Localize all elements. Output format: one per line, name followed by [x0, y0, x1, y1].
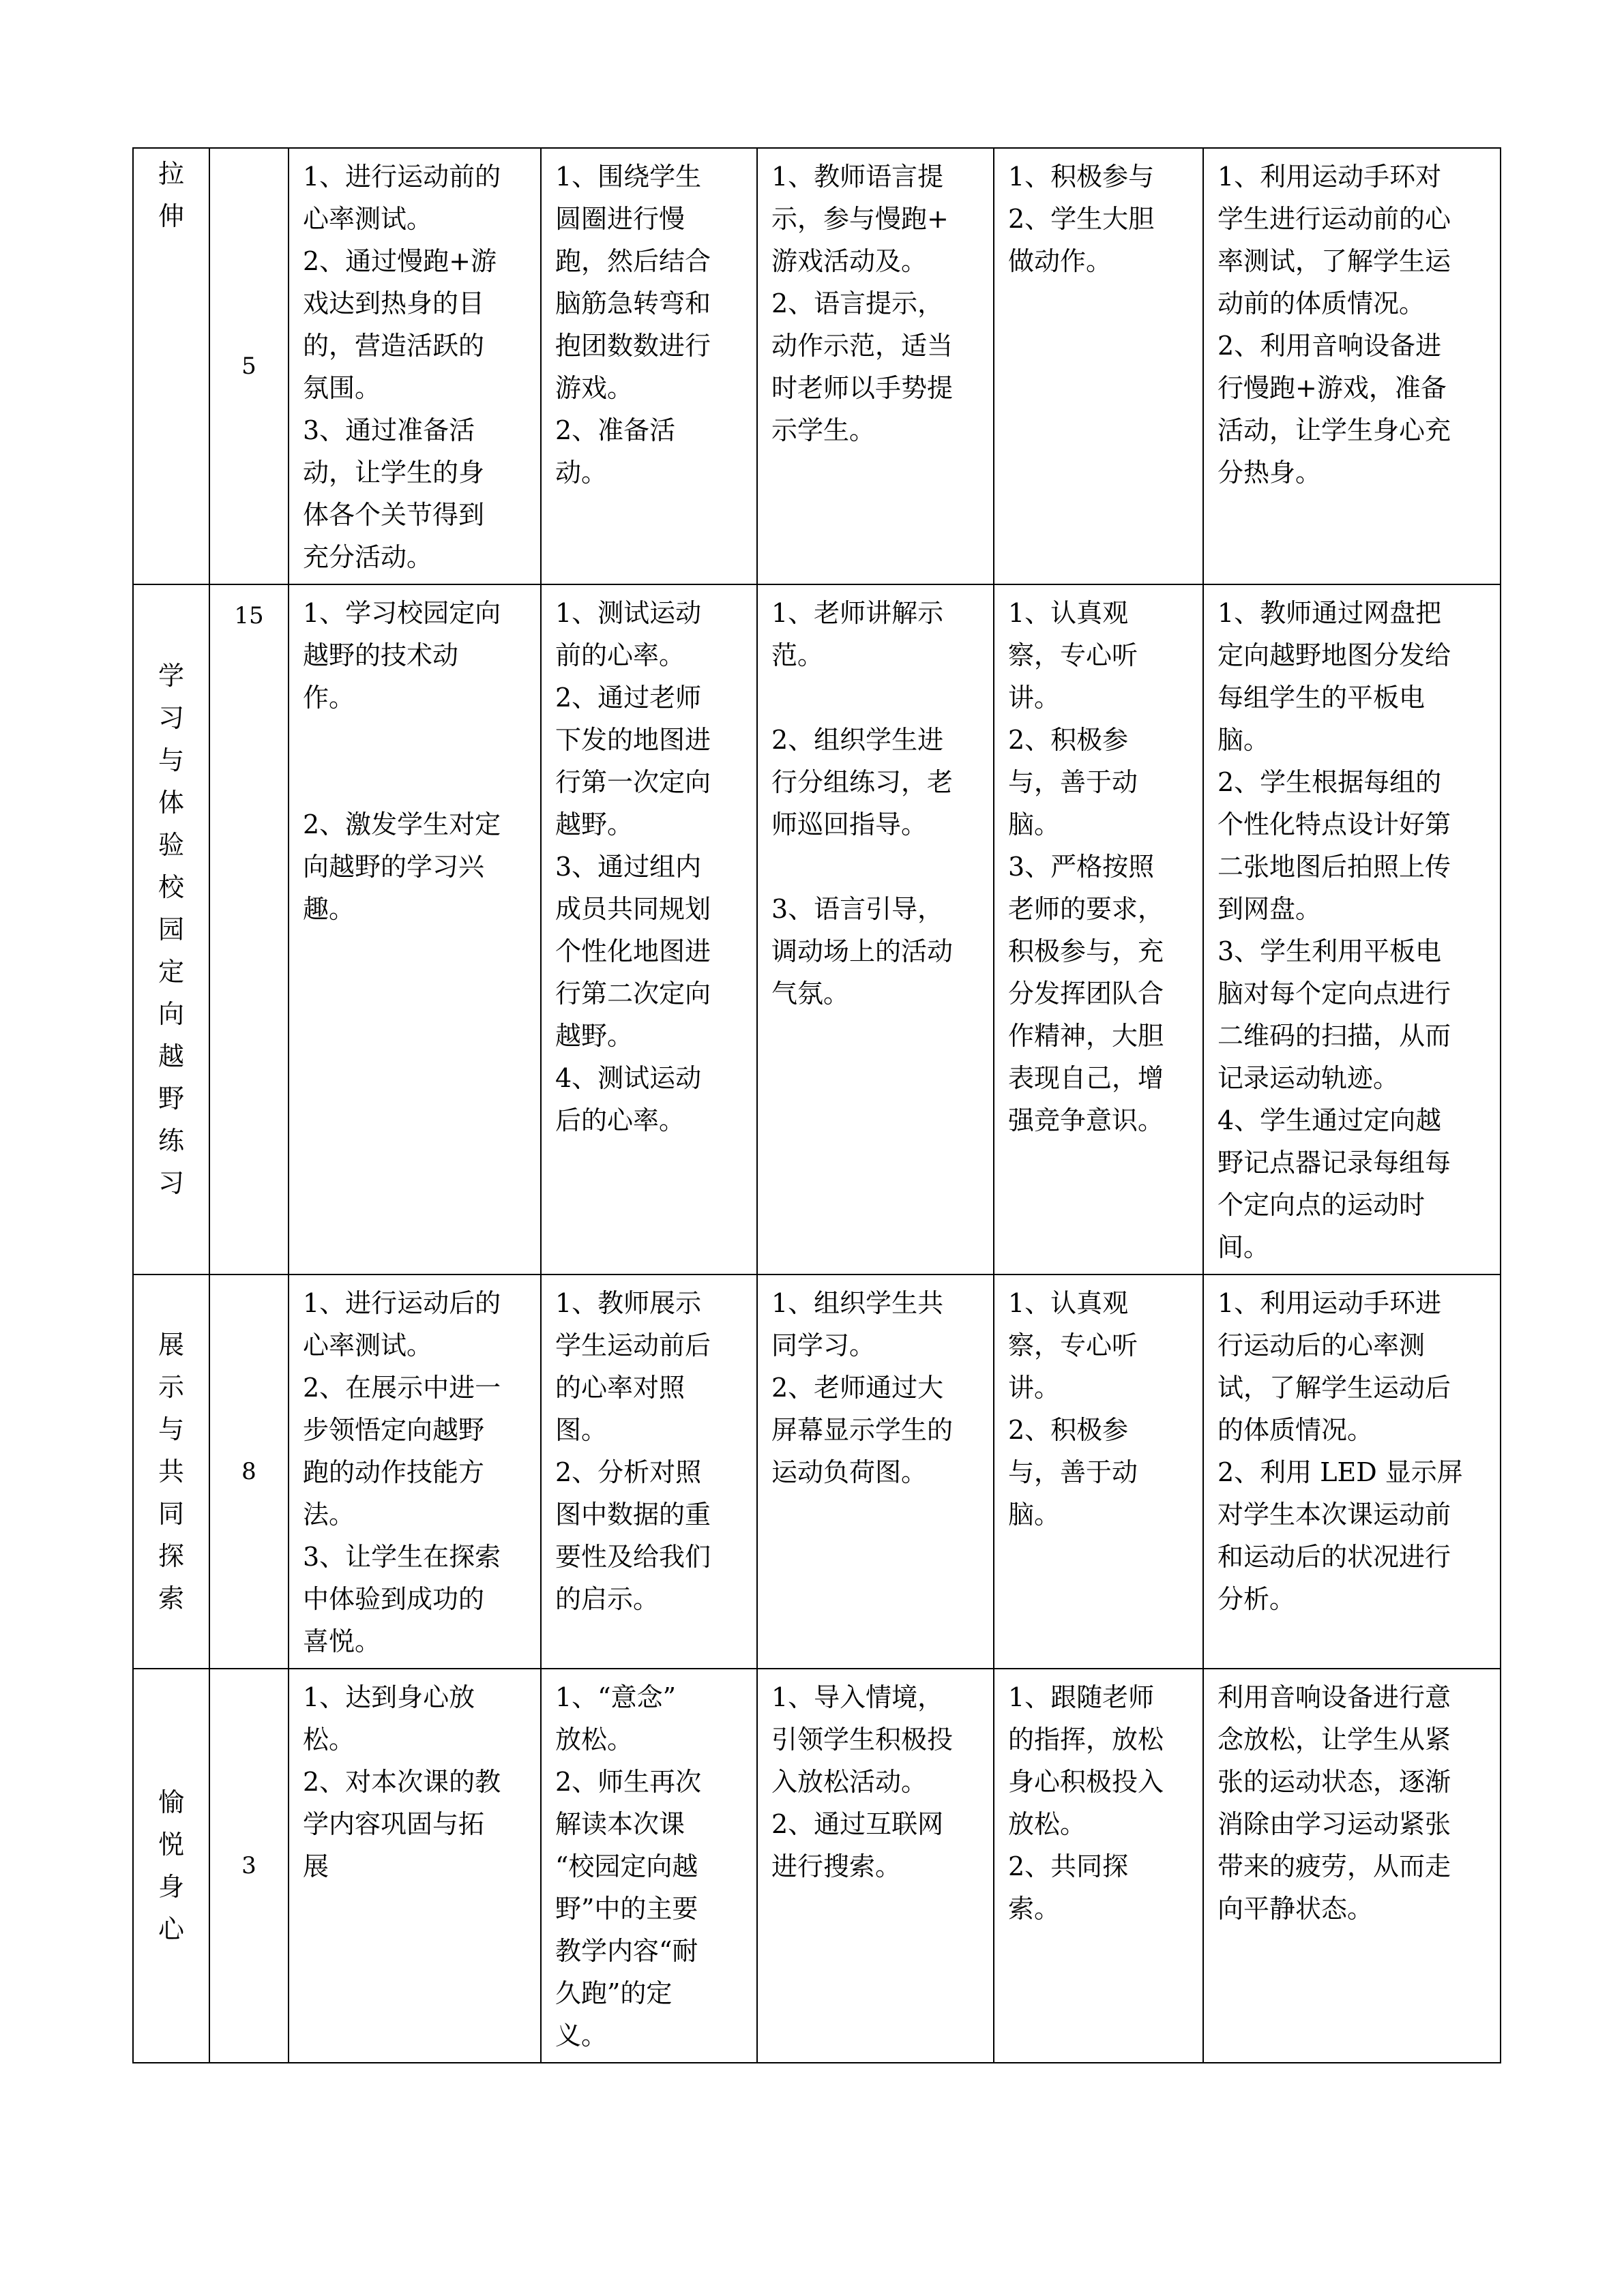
cell-line: 中体验到成功的: [303, 1584, 485, 1614]
cell-line: 动。: [555, 458, 608, 488]
cell-line: 野”中的主要: [555, 1894, 698, 1924]
cell-line: 分热身。: [1217, 458, 1322, 488]
stage-char: 越: [158, 1041, 184, 1071]
tech-cell: [1203, 148, 1501, 584]
cell-line: 进行搜索。: [771, 1851, 902, 1881]
stage-char: 愉: [158, 1787, 184, 1817]
cell-line: 行慢跑+游戏，准备: [1217, 373, 1447, 403]
cell-line: 引领学生积极投: [771, 1725, 954, 1755]
minutes-cell: 15: [209, 584, 289, 1274]
cell-line: 行运动后的心率测: [1217, 1330, 1426, 1360]
cell-line: 心率测试。: [303, 204, 433, 234]
cell-line: 圆圈进行慢: [555, 204, 685, 234]
cell-line: 与，善于动: [1008, 1457, 1138, 1487]
cell-line: 作精神，大胆: [1008, 1021, 1164, 1051]
cell-line: 久跑”的定: [555, 1978, 673, 2008]
cell-line: 2、利用音响设备进: [1217, 331, 1442, 361]
cell-line: 放松。: [1008, 1809, 1087, 1839]
student-cell: [994, 1669, 1203, 2063]
cell-line: 1、学习校园定向: [303, 598, 501, 628]
cell-line: 率测试，了解学生运: [1217, 246, 1451, 276]
cell-line: 对学生本次课运动前: [1217, 1500, 1451, 1530]
cell-line: 脑。: [1217, 725, 1270, 755]
cell-line: 的心率对照: [555, 1373, 685, 1403]
cell-line: 2、组织学生进: [771, 725, 944, 755]
cell-line: 的启示。: [555, 1584, 660, 1614]
cell-line: 察，专心听: [1008, 640, 1138, 670]
cell-line: 讲。: [1008, 1373, 1061, 1403]
cell-line: 的体质情况。: [1217, 1415, 1374, 1445]
cell-line: 的，营造活跃的: [303, 331, 485, 361]
cell-line: 跑，然后结合: [555, 246, 711, 276]
cell-line: 放松。: [555, 1725, 634, 1755]
cell-line: 二维码的扫描，从而: [1217, 1021, 1451, 1051]
stage-char: 野: [158, 1084, 184, 1114]
goals-cell: [289, 148, 541, 584]
stage-char: 习: [158, 703, 184, 733]
cell-line: 向越野的学习兴: [303, 852, 485, 882]
stage-char: 心: [158, 1914, 184, 1944]
tech-cell: [1203, 1274, 1501, 1669]
cell-line: 脑。: [1008, 809, 1061, 839]
cell-line: 1、测试运动: [555, 598, 702, 628]
cell-line: 定向越野地图分发给: [1217, 640, 1451, 670]
cell-line: 脑。: [1008, 1500, 1061, 1530]
cell-line: 气氛。: [771, 979, 850, 1009]
cell-line: 行第一次定向: [555, 767, 711, 797]
stage-cell: [133, 584, 209, 1274]
cell-line: 范。: [771, 640, 824, 670]
goals-cell: [289, 1669, 541, 2063]
stage-char: 体: [158, 788, 184, 818]
cell-line: 时老师以手势提: [771, 373, 954, 403]
cell-line: 消除由学习运动紧张: [1217, 1809, 1451, 1839]
stage-char: 校: [158, 872, 184, 902]
cell-line: 2、学生根据每组的: [1217, 767, 1442, 797]
cell-line: 调动场上的活动: [771, 936, 954, 966]
table-row: [133, 1274, 1501, 1669]
cell-line: 每组学生的平板电: [1217, 683, 1426, 713]
cell-line: 3、学生利用平板电: [1217, 936, 1442, 966]
cell-line: 3、通过组内: [555, 852, 702, 882]
cell-line: 强竞争意识。: [1008, 1105, 1164, 1135]
cell-line: 学生进行运动前的心: [1217, 204, 1451, 234]
stage-char: 示: [158, 1372, 184, 1402]
student-cell: [994, 148, 1203, 584]
cell-line: 4、学生通过定向越: [1217, 1105, 1442, 1135]
stage-char: 展: [158, 1330, 184, 1360]
cell-line: 的指挥，放松: [1008, 1725, 1164, 1755]
cell-line: 活动，让学生身心充: [1217, 415, 1451, 445]
stage-char: 同: [158, 1499, 184, 1529]
content-cell: [541, 1669, 757, 2063]
cell-line: 戏达到热身的目: [303, 288, 485, 318]
cell-line: 喜悦。: [303, 1626, 381, 1656]
stage-char: 向: [158, 999, 184, 1029]
cell-line: 游戏活动及。: [771, 246, 928, 276]
cell-line: 示学生。: [771, 415, 876, 445]
stage-char: 学: [158, 661, 184, 691]
cell-line: 1、认真观: [1008, 1288, 1129, 1318]
cell-line: 下发的地图进: [555, 725, 711, 755]
cell-line: 学内容巩固与拓: [303, 1809, 485, 1839]
cell-line: 1、进行运动后的: [303, 1288, 501, 1318]
cell-line: 1、认真观: [1008, 598, 1129, 628]
cell-line: 行分组练习，老: [771, 767, 954, 797]
cell-line: 1、教师通过网盘把: [1217, 598, 1442, 628]
cell-line: 3、让学生在探索: [303, 1542, 501, 1572]
cell-line: 2、积极参: [1008, 1415, 1129, 1445]
cell-line: 松。: [303, 1725, 355, 1755]
stage-char: 习: [158, 1168, 184, 1198]
cell-line: 图。: [555, 1415, 608, 1445]
stage-cell: [133, 1669, 209, 2063]
cell-line: 3、语言引导，: [771, 894, 944, 924]
goals-cell: [289, 584, 541, 1274]
cell-line: 2、利用 LED 显示屏: [1217, 1457, 1463, 1487]
cell-line: 与，善于动: [1008, 767, 1138, 797]
cell-line: 师巡回指导。: [771, 809, 928, 839]
cell-line: “校园定向越: [555, 1851, 698, 1881]
content-cell: [541, 1274, 757, 1669]
cell-line: 野记点器记录每组每: [1217, 1148, 1451, 1178]
cell-line: 1、围绕学生: [555, 162, 702, 192]
cell-line: 试，了解学生运动后: [1217, 1373, 1451, 1403]
cell-line: 入放松活动。: [771, 1767, 928, 1797]
goals-cell: [289, 1274, 541, 1669]
cell-line: 趣。: [303, 894, 355, 924]
cell-line: 个性化特点设计好第: [1217, 809, 1451, 839]
stage-char: 与: [158, 1414, 184, 1444]
cell-line: 后的心率。: [555, 1105, 685, 1135]
cell-line: 脑筋急转弯和: [555, 288, 711, 318]
cell-line: 1、跟随老师: [1008, 1682, 1155, 1712]
stage-char: 身: [158, 1872, 184, 1902]
cell-line: 作。: [303, 683, 355, 713]
cell-line: 利用音响设备进行意: [1217, 1682, 1451, 1712]
cell-line: 1、教师语言提: [771, 162, 944, 192]
stage-char: 探: [158, 1541, 184, 1571]
cell-line: 动，让学生的身: [303, 458, 485, 488]
cell-line: 同学习。: [771, 1330, 876, 1360]
cell-line: 1、老师讲解示: [771, 598, 944, 628]
cell-line: 察，专心听: [1008, 1330, 1138, 1360]
cell-line: 到网盘。: [1217, 894, 1322, 924]
cell-line: 屏幕显示学生的: [771, 1415, 954, 1445]
cell-line: 行第二次定向: [555, 979, 711, 1009]
cell-line: 2、通过老师: [555, 683, 702, 713]
content-cell: [541, 148, 757, 584]
cell-line: 2、分析对照: [555, 1457, 702, 1487]
cell-line: 1、教师展示: [555, 1288, 702, 1318]
cell-line: 体各个关节得到: [303, 500, 485, 530]
stage-char: 与: [158, 745, 184, 775]
cell-line: 跑的动作技能方: [303, 1457, 485, 1487]
cell-line: 要性及给我们: [555, 1542, 711, 1572]
cell-line: 间。: [1217, 1232, 1270, 1262]
stage-char: 伸: [158, 201, 184, 231]
cell-line: 1、组织学生共: [771, 1288, 944, 1318]
table-row: [133, 584, 1501, 1274]
cell-line: 2、共同探: [1008, 1851, 1129, 1881]
cell-line: 氛围。: [303, 373, 381, 403]
stage-char: 拉: [158, 159, 184, 189]
cell-line: 越野。: [555, 809, 634, 839]
cell-line: 2、对本次课的教: [303, 1767, 501, 1797]
cell-line: 2、通过慢跑+游: [303, 246, 497, 276]
cell-line: 带来的疲劳，从而走: [1217, 1851, 1451, 1881]
cell-line: 学生运动前后: [555, 1330, 711, 1360]
minutes-cell: 3: [209, 1669, 289, 2063]
cell-line: 1、“意念”: [555, 1682, 677, 1712]
cell-line: 心率测试。: [303, 1330, 433, 1360]
teacher-cell: [757, 1669, 994, 2063]
table-row: [133, 1669, 1501, 2063]
cell-line: 2、在展示中进一: [303, 1373, 501, 1403]
stage-char: 验: [158, 830, 184, 860]
cell-line: 讲。: [1008, 683, 1061, 713]
cell-line: 张的运动状态，逐渐: [1217, 1767, 1451, 1797]
cell-line: 2、激发学生对定: [303, 809, 501, 839]
stage-char: 园: [158, 914, 184, 944]
cell-line: 展: [303, 1851, 329, 1881]
cell-line: 1、导入情境，: [771, 1682, 944, 1712]
cell-line: 示，参与慢跑+: [771, 204, 949, 234]
cell-line: 2、师生再次: [555, 1767, 702, 1797]
tech-cell: [1203, 1669, 1501, 2063]
cell-line: 1、积极参与: [1008, 162, 1155, 192]
cell-line: 越野的技术动: [303, 640, 459, 670]
cell-line: 表现自己，增: [1008, 1063, 1164, 1093]
cell-line: 2、语言提示，: [771, 288, 944, 318]
teacher-cell: [757, 584, 994, 1274]
cell-line: 图中数据的重: [555, 1500, 711, 1530]
cell-line: 2、准备活: [555, 415, 676, 445]
cell-line: 3、严格按照: [1008, 852, 1155, 882]
cell-line: 解读本次课: [555, 1809, 685, 1839]
cell-line: 个性化地图进: [555, 936, 711, 966]
cell-line: 3、通过准备活: [303, 415, 475, 445]
teacher-cell: [757, 1274, 994, 1669]
stage-char: 悦: [158, 1830, 184, 1860]
cell-line: 运动负荷图。: [771, 1457, 928, 1487]
cell-line: 个定向点的运动时: [1217, 1190, 1426, 1220]
cell-line: 游戏。: [555, 373, 634, 403]
cell-line: 动作示范，适当: [771, 331, 954, 361]
cell-line: 记录运动轨迹。: [1217, 1063, 1400, 1093]
cell-line: 积极参与，充: [1008, 936, 1164, 966]
cell-line: 身心积极投入: [1008, 1767, 1164, 1797]
cell-line: 索。: [1008, 1894, 1061, 1924]
cell-line: 2、学生大胆: [1008, 204, 1155, 234]
cell-line: 做动作。: [1008, 246, 1112, 276]
stage-char: 索: [158, 1583, 184, 1613]
cell-line: 2、老师通过大: [771, 1373, 944, 1403]
cell-line: 2、积极参: [1008, 725, 1129, 755]
cell-line: 1、利用运动手环进: [1217, 1288, 1442, 1318]
student-cell: [994, 584, 1203, 1274]
cell-line: 充分活动。: [303, 542, 433, 572]
stage-char: 定: [158, 957, 184, 987]
cell-line: 分析。: [1217, 1584, 1296, 1614]
lesson-plan-table: [132, 147, 1501, 2063]
cell-line: 念放松，让学生从紧: [1217, 1725, 1451, 1755]
minutes-cell: 8: [209, 1274, 289, 1669]
cell-line: 前的心率。: [555, 640, 685, 670]
cell-line: 和运动后的状况进行: [1217, 1542, 1451, 1572]
cell-line: 越野。: [555, 1021, 634, 1051]
cell-line: 1、进行运动前的: [303, 162, 501, 192]
cell-line: 法。: [303, 1500, 355, 1530]
cell-line: 脑对每个定向点进行: [1217, 979, 1451, 1009]
tech-cell: [1203, 584, 1501, 1274]
cell-line: 抱团数数进行: [555, 331, 711, 361]
cell-line: 分发挥团队合: [1008, 979, 1164, 1009]
student-cell: [994, 1274, 1203, 1669]
cell-line: 教学内容“耐: [555, 1936, 698, 1966]
stage-char: 练: [158, 1126, 184, 1156]
teacher-cell: [757, 148, 994, 584]
stage-cell: [133, 1274, 209, 1669]
cell-line: 4、测试运动: [555, 1063, 702, 1093]
cell-line: 成员共同规划: [555, 894, 711, 924]
cell-line: 老师的要求，: [1008, 894, 1164, 924]
cell-line: 步领悟定向越野: [303, 1415, 485, 1445]
cell-line: 义。: [555, 2021, 608, 2051]
cell-line: 动前的体质情况。: [1217, 288, 1426, 318]
table-row: [133, 148, 1501, 584]
cell-line: 1、达到身心放: [303, 1682, 475, 1712]
cell-line: 二张地图后拍照上传: [1217, 852, 1451, 882]
content-cell: [541, 584, 757, 1274]
stage-char: 共: [158, 1457, 184, 1487]
stage-cell: [133, 148, 209, 584]
cell-line: 2、通过互联网: [771, 1809, 944, 1839]
cell-line: 1、利用运动手环对: [1217, 162, 1442, 192]
cell-line: 向平静状态。: [1217, 1894, 1374, 1924]
minutes-cell: 5: [209, 148, 289, 584]
